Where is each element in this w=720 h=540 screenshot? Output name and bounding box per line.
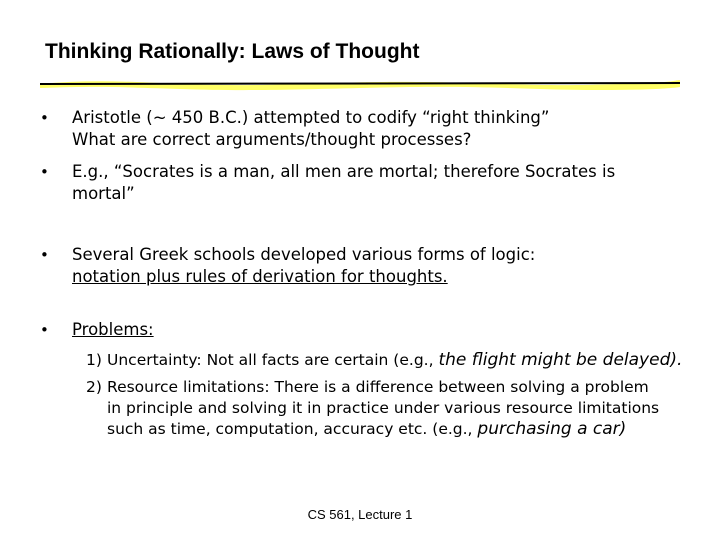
bullet-line: Several Greek schools developed various forms of logic: <box>72 245 536 264</box>
bullet-line-underlined: Problems: <box>72 320 154 339</box>
problem-number: 2) <box>86 378 102 396</box>
slide-title: Thinking Rationally: Laws of Thought <box>45 40 420 63</box>
bullet-dot: • <box>40 246 49 264</box>
bullet-text <box>72 244 682 288</box>
bullet-line: What are correct arguments/thought processes? <box>72 130 472 149</box>
bullet-text <box>72 319 682 341</box>
bullet-line: E.g., “Socrates is a man, all men are mortal; therefore Socrates is <box>72 162 616 181</box>
bullet-dot: • <box>40 321 49 339</box>
problem-line-text: Uncertainty: Not all facts are certain (e.g., <box>107 351 439 369</box>
problem-number: 1) <box>86 351 102 369</box>
bullet-dot: • <box>40 109 49 127</box>
problem-line: in principle and solving it in practice under various resource limitations <box>107 399 660 417</box>
problem-text <box>107 377 659 440</box>
problem-line-text: such as time, computation, accuracy etc. (e.g., <box>107 420 478 438</box>
bullet-line: Aristotle (~ 450 B.C.) attempted to codify “right thinking” <box>72 108 550 127</box>
problem-line <box>107 419 659 440</box>
bullet-text <box>72 107 682 151</box>
bullet-text <box>72 161 682 205</box>
bullet-dot: • <box>40 163 49 181</box>
problem-text <box>107 350 682 371</box>
slide-footer: CS 561, Lecture 1 <box>307 507 413 522</box>
problem-example: the flight might be delayed). <box>438 350 683 370</box>
problem-line: Resource limitations: There is a difference between solving a problem <box>107 378 649 396</box>
bullet-line-underlined: notation plus rules of derivation for thoughts. <box>72 267 448 286</box>
problem-example: purchasing a car) <box>477 419 627 439</box>
problem-line <box>107 350 682 371</box>
bullet-line: mortal” <box>72 184 135 203</box>
